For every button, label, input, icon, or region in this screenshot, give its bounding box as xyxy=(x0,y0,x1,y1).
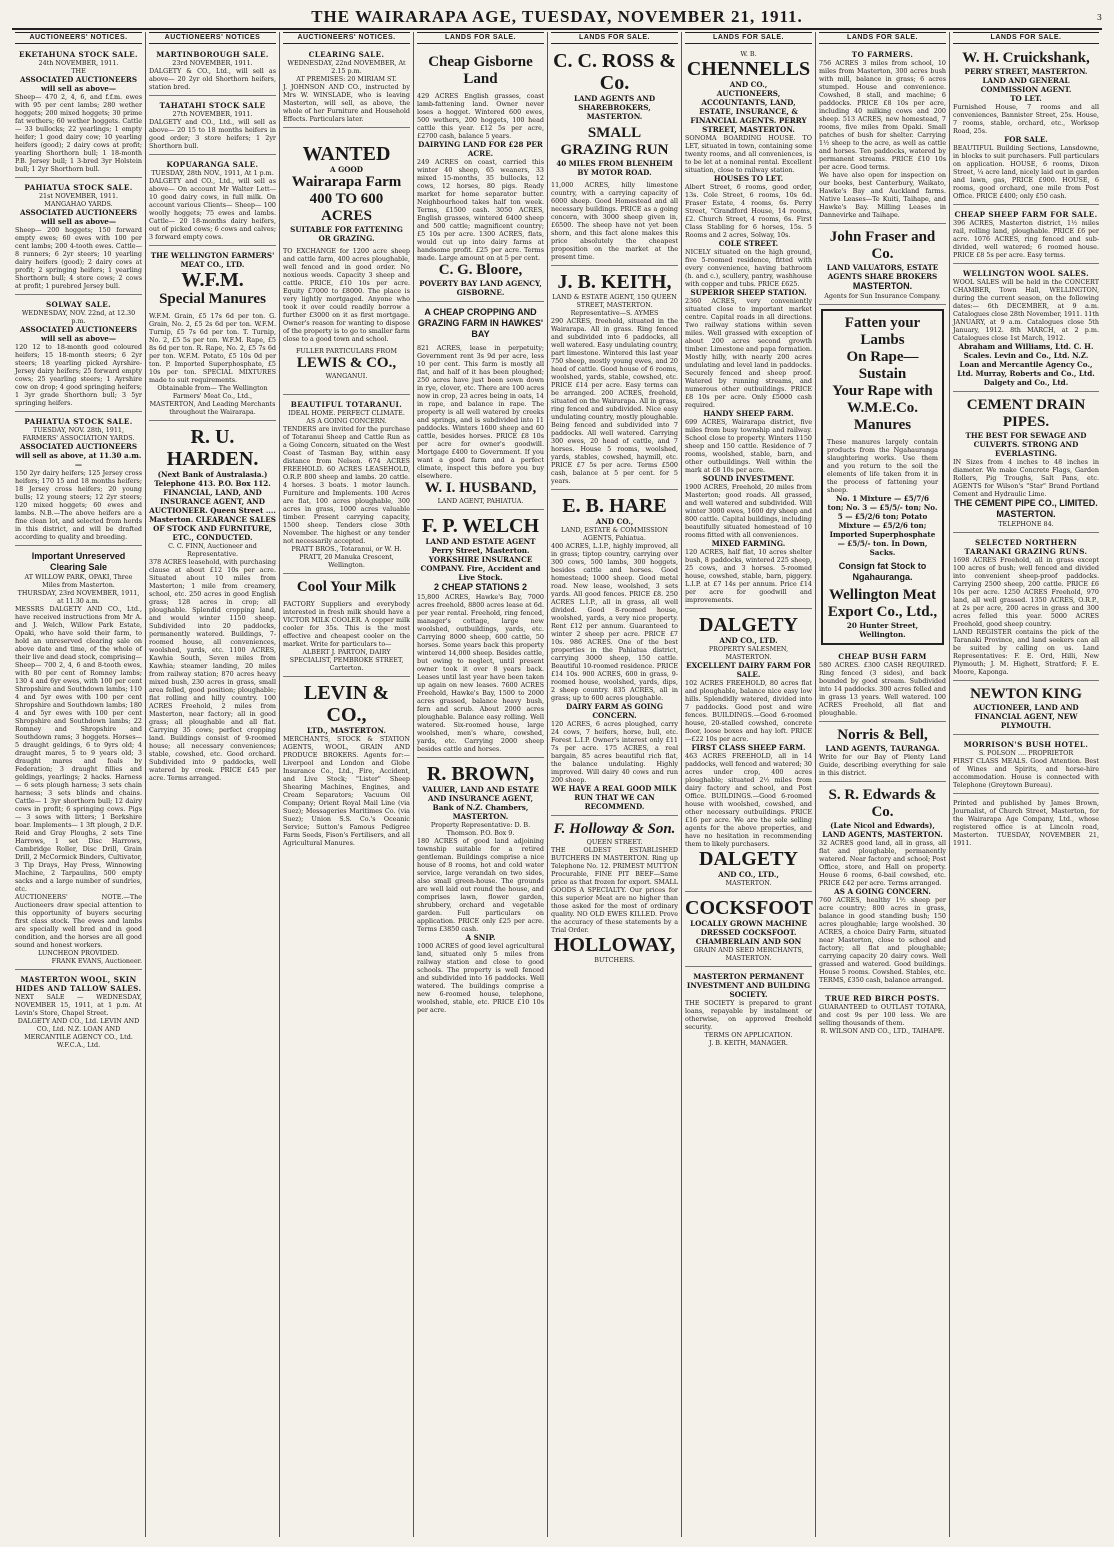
ad-martinborough-sale: MARTINBOROUGH SALE. 23rd NOVEMBER, 1911. DALGETY & CO., Ltd., will sell as above— 20 2yr old Shorthorn heifers, station bred. xyxy=(149,47,276,96)
ad-cheap-gisborne-land: Cheap Gisborne Land 429 ACRES English grasses, coast lamb-fattening land. Owner never loses a hogget. Wintered 600 ewes, 500 wethers, 200 hoggets, 100 head cattle this year. £12 5s per acre, £2700 cash, balance 5 years. DAIRYING LAND FOR £28 PER ACRE. 249 ACRES on coast, carried this winter 40 sheep, 65 weaners, 33 mixed 15-months, 35 bullocks, 12 cows, 12 horses, 80 pigs. Ready market for home separator butter. Neighbourhood takes half ton week. Terms, £1500 cash. 3050 ACRES, English grasses, wintered 6400 sheep and 500 cattle; magnificent country; £5 10s per acre. 1300 ACRES, flats, would cut up into dairy farms at handsome profit. £25 per acre. Terms made. Large amount on at 5 per cent. C. G. Bloore, POVERTY BAY LAND AGENCY, GISBORNE. xyxy=(417,47,544,302)
column-header: AUCTIONEERS' NOTICES. xyxy=(15,32,142,44)
ad-cc-ross: C. C. ROSS & Co. LAND AGENTS AND SHAREBROKERS, MASTERTON. SMALL GRAZING RUN 40 MILES FROM BLENHEIM BY MOTOR ROAD. 11,000 ACRES, hilly limestone country, with a carrying capacity of 6000 sheep. Good Homestead and all necessary buildings. PRICE as a going concern, with 3000 sheep given in, £6500. The sheep have not yet been shorn, and this fact alone makes this price absolutely the cheapest proposition on the market at the present time. xyxy=(551,47,678,266)
ad-tahatahi-stock-sale: TAHATAHI STOCK SALE 27th NOVEMBER, 1911. DALGETY and CO., Ltd., will sell as above— 20 15 to 18 months heifers in good order; 3 store heifers; 1 2yr Shorthorn bull. xyxy=(149,98,276,155)
page-number: 3 xyxy=(1096,12,1102,22)
ad-wfm-special-manures: THE WELLINGTON FARMERS' MEAT CO., LTD. W.F.M. Special Manures W.F.M. Grain, £5 17s 6d per ton. G. Grain, No. 2, £5 2s 6d per ton. W.F.M. Turnip, £5 7s 6d per ton. T. Turnip, No. 2, £5 5s per ton. W.F.M. Rape, £5 8s 6d per ton. R. Rape, No. 2, £5 7s 6d per ton. W.F.M. Potato, £5 10s 0d per ton. P. Imported Superphosphate, £5 10s per ton. SPECIAL MIXTURES made to suit requirements. Obtainable from— The Wellington Farmers' Meat Co., Ltd., MASTERTON, And Leading Merchants throughout the Wairarapa. xyxy=(149,248,276,421)
column-header: LANDS FOR SALE. xyxy=(819,32,946,44)
ad-pahiatua-stock-sale-2: PAHIATUA STOCK SALE. TUESDAY, NOV. 28th, 1911, FARMERS' ASSOCIATION YARDS. ASSOCIATED AUCTIONEERS will sell as above, at 11.30 a.m.— 150 2yr dairy heifers; 125 Jersey cross heifers; 170 15 and 18 months heifers; 18 Jersey cross heifers; 20 young bulls; 12 young steers; 12 2yr steers; 120 mixed hoggets; 60 ewes and lambs. N.B.—The above heifers are a fine clean lot, and selected from herds in this district, and will be drafted according to quality and breeding. xyxy=(15,414,142,546)
ad-beautiful-totaranui: BEAUTIFUL TOTARANUI. IDEAL HOME. PERFECT CLIMATE. AS A GOING CONCERN. TENDERS are invited for the purchase of Totaranui Sheep and Cattle Run as a Going Concern, situated on the West Coast of Tasman Bay, within easy distance from Nelson. 674 ACRES FREEHOLD. 60 ACRES LEASEHOLD, O.R.P. 800 sheep and lambs. 20 cattle. 4 horses. 3 boats. 1 motor launch. Furniture and Implements. 100 Acres are flat, 100 acres ploughable, 300 acres in grass, 1000 acres valuable timber. Present carrying capacity, 1500 sheep. Tenders close 30th November. The highest or any tender not necessarily accepted. PRATT BROS., Totaranui, or W. H. PRATT, 20 Manuka Crescent, Wellington. xyxy=(283,397,410,574)
ad-red-birch-posts: TRUE RED BIRCH POSTS. GUARANTEED to OUTLAST TOTARA, and cost 9s per 100 less. We are selling thousands of them. R. WILSON AND CO., LTD., TAIHAPE. xyxy=(819,994,946,1035)
column-header: AUCTIONEERS' NOTICES. xyxy=(283,32,410,44)
column-4 xyxy=(414,32,548,1537)
ad-cocksfoot: COCKSFOOT LOCALLY GROWN MACHINE DRESSED COCKSFOOT. CHAMBERLAIN AND SON GRAIN AND SEED MERCHANTS, MASTERTON. xyxy=(685,894,812,967)
ad-eketahuna-stock-sale: EKETAHUNA STOCK SALE. 24th NOVEMBER, 1911. THE ASSOCIATED AUCTIONEERS will sell as above— Sheep— 470 2, 4, 6, and f.f.m. ewes with 95 per cent lambs; 280 wether hoggets; 200 mixed hoggets; 30 prime fat wethers; 60 wether hoggets. Cattle— 33 bullocks; 22 yearlings; 1 empty heifer; 1 good dairy cow; 10 yearling heifers (good); 2 dairy cows at profit; yearling Shorthorn bull; 1 18-month P.B. Jersey bull; 1 3-bred 3yr Holstein bull; 1 2yr Shorthorn bull. xyxy=(15,47,142,178)
ad-morrisons-bush-hotel: MORRISON'S BUSH HOTEL. S. POLSON .... PROPRIETOR FIRST CLASS MEALS. Good Attention. Best of Wines and Spirits, and horse-hire accommodation. House is connected with Telephone (Greytown Bureau). xyxy=(953,737,1099,794)
ad-cheap-sheep-farm: CHEAP SHEEP FARM FOR SALE. 396 ACRES, Masterton district, 1½ miles rail, rolling land, ploughable. PRICE £6 per acre. 1076 ACRES, ring fenced and sub-divided, well watered; 6 roomed house. PRICE £8 5s per acre. Easy terms. xyxy=(953,207,1099,264)
ad-levin-and-co: LEVIN & CO., LTD., MASTERTON. MERCHANTS, STOCK & STATION AGENTS, WOOL, GRAIN AND PRODUCE BROKERS. Agents for:—Liverpool and London and Globe Insurance Co., Ltd., Fire, Accident, and Live Stock; "Lister" Sheep Shearing Machines, Engines, and Cream Separators; Vacuum Oil Company; Orient Royal Mail Line (via Suez); Messageries Maritimes Co. (via Suez); Union S.S. Co.'s Oceanic Service; Sutton's Famous Pedigree Farm Seeds, Fison's Fertilisers, and all Agricultural Manures. xyxy=(283,682,410,847)
ad-fp-welch: F. P. WELCH LAND AND ESTATE AGENT Perry Street, Masterton. YORKSHIRE INSURANCE COMPANY. Fire, Accident and Live Stock. 2 CHEAP STATIONS 2 15,800 ACRES, Hawke's Bay, 7000 acres freehold, 8800 acres lease at 6d. per year rental. Freehold, ring fenced, manager's cottage, large new woolshed, outbuildings, yards, etc. Carrying 8000 sheep, 600 cattle, 50 horses. Some years back this property wintered 14,000 sheep. Besides cattle, but owing to neglect, until present owner took it over 8 years back. Leases until last year have been taken up again on new leases. 7600 ACRES Freehold, Hawke's Bay, 1500 to 2000 acres grassed, balance heavy bush, fern and scrub. About 2000 acres ploughable. Balance easy rolling. Well watered. Six-roomed house, large woolshed, men's whare, cowshed, yards, etc. Carrying 2000 sheep besides cattle and horses. xyxy=(417,512,544,758)
column-1 xyxy=(12,32,146,1537)
publisher-imprint: Printed and published by James Brown, Journalist, of Church Street, Masterton, for the Wairarapa Age Company, Ltd., whose registered office is at Lincoln road, Masterton. TUESDAY, NOVEMBER 21, 1911. xyxy=(953,799,1099,847)
column-header: LANDS FOR SALE. xyxy=(685,32,812,44)
column-header: LANDS FOR SALE. xyxy=(551,32,678,44)
masthead-title: THE WAIRARAPA AGE, TUESDAY, NOVEMBER 21, 1911. xyxy=(311,7,803,26)
column-header: LANDS FOR SALE. xyxy=(953,32,1099,44)
ad-clearing-sale-willow-park: Important Unreserved Clearing Sale AT WILLOW PARK, OPAKI, Three Miles from Masterton. THURSDAY, 23rd NOVEMBER, 1911, at 11.30 a.m. MESSRS DALGETY AND CO., Ltd., have received instructions from Mr A. and J. Welch, Willow Park Estate, Opaki, who have sold their farm, to hold an unreserved clearing sale on above date and time, of the whole of their live and dead stock, comprising— Sheep— 700 2, 4, 6 and 8-tooth ewes, with 80 per cent of Romney lambs; 130 4 and 6yr ewes, with 100 per cent Shropshire and Southdown lambs; 110 4 and 5yr ewes with 100 per cent Shropshire and Southdown lambs; 180 4 and 5yr ewes with 100 per cent Shropshire and Southdown lambs; 22 Romney and Shropshire and Southdown rams; 3 hoggets. Horses— 5 draught geldings, 6 to 9yrs old; 4 draught mares, 5 to 9 years old; 3 draught mares and foals by Federation; 3 draught fillies and geldings, yearlings; 2 hacks. Harness— 6 sets plough harness; 3 sets chain harness; 3 sets blinds and chains. Cattle— 1 3yr shorthorn bull; 12 dairy cows in profit; 6 springing cows. Pigs— 3 sows with litters; 1 Berkshire boar. Implements— 1 3ft plough, 2 D.F. Reid and Gray Ploughs, 2 sets Tine Harrows, 1 set Disc Harrows, Cambridge Roller, Disc Drill, Grain Drill, 2 McCormick Binders, Cultivator, 3 Tip Drays, Hay Press, Winnowing Machine, 2 Tarpaulins, 500 empty sacks and a large number of sundries, etc. AUCTIONEERS' NOTE.—The Auctioneers draw special attention to this opportunity of buyers securing first class stock. The ewes and lambs are specially well bred and in good condition, and the horses are all good sound and honest workers. LUNCHEON PROVIDED. FRANK EVANS, Auctioneer. xyxy=(15,548,142,970)
ad-newton-king: NEWTON KING AUCTIONEER, LAND AND FINANCIAL AGENT, NEW PLYMOUTH. xyxy=(953,683,1099,735)
ad-norris-and-bell: Norris & Bell, LAND AGENTS, TAURANGA. Write for our Bay of Plenty Land Guide, describing everything for sale in this district. xyxy=(819,724,946,782)
column-5 xyxy=(548,32,682,1537)
column-header: AUCTIONEERS' NOTICES xyxy=(149,32,276,44)
ad-hawkes-bay-farm: A CHEAP CROPPING AND GRAZING FARM IN HAWKES' BAY 821 ACRES, lease in perpetuity; Government rent 3s 9d per acre, less 10 per cent. This farm is mostly all flat, and half of it has been ploughed; 250 acres have just been sown down in rye, clover, etc. There are 100 acres now in crop, 23 acres being in oats, 14 in rape, and balance in rape. The property is all well watered by creeks and springs, and is subdivided into 11 paddocks. Winters 1600 sheep and 60 cattle, besides horses. PRICE £8 10s per acre for owner's goodwill. Mortgage £400 to Government. If you want a good farm and a perfect climate, inspect this before you buy elsewhere. W. I. HUSBAND, LAND AGENT, PAHIATUA. xyxy=(417,304,544,510)
ad-sr-edwards: S. R. Edwards & Co. (Late Nicol and Edwards), LAND AGENTS, MASTERTON. 32 ACRES good land, all in grass, all flat and ploughable, permanently watered. Near factory and school; Post Office, store, and Hall on property. House 6 rooms, 6-bail cowshed, etc. PRICE £42 per acre. Terms arranged. AS A GOING CONCERN. 760 ACRES, healthy 1½ sheep per acre country; 800 acres in grass, balance in good standing bush; 150 acres ploughable; large woolshed. 30 ACRES, a choice Dairy Farm, situated near Masterton, close to school and factory; all flat and ploughable; carrying capacity 20 dairy cows. Well grassed and watered. Good buildings. House 5 rooms. Cowshed. Stables, etc. TERMS, £350 cash, balance arranged. xyxy=(819,784,946,989)
column-8 xyxy=(950,32,1102,1537)
ad-wb-chennells: W. B. CHENNELLS AND CO., AUCTIONEERS, ACCOUNTANTS, LAND, ESTATE, INSURANCE, & FINANCIAL AGENTS. PERRY STREET, MASTERTON. SONOMA BOARDING HOUSE. TO LET, situated in town, containing some twenty rooms, and all conveniences, is to be let at a nominal rental. Excellent situation, close to railway station. HOUSES TO LET. Albert Street, 6 rooms, good order, 13s. Cole Street, 6 rooms, 10s 6d. Fraser Estate, 4 rooms, 6s. Perry Street, "Grandford House, 14 rooms, £2. Church Street, 4 rooms, 6s. First Class Stabling for 6 horses, 15s. 5 Rooms and 2 acres, Solway, 10s. COLE STREET. NICELY situated on the high ground, five 5-roomed residence, fitted with every convenience, having bathroom (h. and c.), scullery, pantry, washhouse with copper and tubs. PRICE £625. SUPERIOR SHEEP STATION. 2360 ACRES, very conveniently situated close to important market centre. Capital roads in all directions. Two railway stations within seven miles. Well grassed with exception of about 200 acres second growth timber. Limestone and papa formation. Mostly hilly, with nearly 200 acres undulating and level land in paddocks. Securely fenced and sheep proof. Watered by running streams, and numerous other outbuildings. PRICE £8 10s per acre. Only £5000 cash required. HANDY SHEEP FARM. 699 ACRES, Wairarapa district, five miles from busy township and railway. School close to property. Winters 1150 sheep and 150 cattle. Residence of 7 rooms, woolshed, stable, barn, and other outbuildings. Well within the mark at £8 10s per acre. SOUND INVESTMENT. 1900 ACRES, Freehold, 20 miles from Masterton; good roads. All grassed, and well watered and subdivided. Will winter 3000 ewes, 1600 dry sheep and 800 cattle. Capital buildings, including beautifully situated homestead of 10 rooms fitted with all conveniences. MIXED FARMING. 120 ACRES, half flat, 10 acres shelter bush, 8 paddocks, wintered 225 sheep, 25 cows, and 3 horses. 5-roomed house, cowshed, stable, barn, piggery. L.I.P. at £7 14s per annum. Price £14 per acre for goodwill and improvements. xyxy=(685,47,812,609)
ad-wellington-wool-sales: WELLINGTON WOOL SALES. WOOL SALES will be held in the CONCERT CHAMBER, Town Hall, WELLINGTON, during the current season, on the following dates:— 6th DECEMBER, at 9 a.m. Catalogues close 28th November, 1911. 11th JANUARY, at 9 a.m. Catalogues close 5th January, 1912. 8th MARCH, at 2 p.m. Catalogues close 1st March, 1912. Abraham and Williams, Ltd. C. H. Scales. Levin and Co., Ltd. N.Z. Loan and Mercantile Agency Co., Ltd. Murray, Roberts and Co., Ltd. Dalgety and Co., Ltd. xyxy=(953,266,1099,392)
masthead xyxy=(12,6,1102,30)
ad-f-holloway: F. Holloway & Son. QUEEN STREET. THE OLDEST ESTABLISHED BUTCHERS IN MASTERTON. Ring up Telephone No. 12. PRIMEST MUTTON Procurable, FINE PIT BEEF—Same price as that frozen for export. SMALL GOODS A SPECIALTY. Our prices for this superior Meat are no higher than those asked for the most of ordinary quality. NO OLD EWES KILLED. Prove the accuracy of these statements by a Trial Order. HOLLOWAY, BUTCHERS. xyxy=(551,821,678,964)
ad-jb-keith: J. B. KEITH, LAND & ESTATE AGENT, 150 QUEEN STREET, MASTERTON. Representative—S. AYMES 290 ACRES, freehold, situated in the Wairarapa. All in grass. Ring fenced and subdivided into 6 paddocks, all well watered. Easy undulating country, part limestone. Wintered this last year 750 sheep, mostly young ewes, and 20 head of cattle. Good house of 6 rooms, woolshed, yards, stable, cowshed, etc. PRICE £14 per acre. Easy terms can be arranged. 200 ACRES, freehold, situated on the Wairarapa. All in grass, ring fenced and subdivided. Nice easy undulating country, mostly ploughable. Being fenced and subdivided into 7 paddocks. All well watered. Carrying 300 ewes, 20 head of cattle, and 7 horses. House 5 rooms, woolshed, yards, stables, cowshed, haymill, etc. PRICE £7 5s per acre. Terms £500 cash, balance at 5 per cent. for 5 years. xyxy=(551,268,678,490)
ad-dalgety-property: DALGETY AND CO., LTD. PROPERTY SALESMEN, MASTERTON. EXCELLENT DAIRY FARM FOR SALE. 102 ACRES FREEHOLD, 80 acres flat and ploughable, balance nice easy low hills. Splendidly watered, divided into 7 paddocks. Good post and wire fences. BUILDINGS.—Good 6-roomed house, 20-stalled cowshed, concrete floor, loose boxes and hay loft. PRICE—£22 10s per acre. FIRST CLASS SHEEP FARM. 463 ACRES FREEHOLD, all in 14 paddocks, well fenced and watered; 30 acres under crop, 400 acres ploughable; situated 2½ miles from dairy factory and school, and Post Office. BUILDINGS.—Good 6-roomed house with woolshed, cowshed, and other necessary outbuildings. PRICE £16 per acre. We are the sole selling agents for the above properties, and have no hesitation in recommending them to likely purchasers. DALGETY AND CO., LTD., MASTERTON. xyxy=(685,611,812,892)
ad-r-brown: R. BROWN, VALUER, LAND AND ESTATE AND INSURANCE AGENT, Bank of N.Z. Chambers, MASTERTON. Property Representative: D. B. Thomson. P.O. Box 9. 180 ACRES of good land adjoining township suitable for a retired gentleman. Buildings comprise a nice house of 8 rooms, hot and cold water service, large verandah on two sides, also small green-house. The grounds are well laid out round the house, and comprises lawn, flower garden, shrubbery, orchard and vegetable garden. Full particulars on application. PRICE only £25 per acre. Terms £3850 cash. A SNIP. 1000 ACRES of good level agricultural land, situated only 5 miles from railway station and close to good schools. The property is well fenced and subdivided into 16 paddocks. Well watered. The buildings comprise a new 6-roomed house, telephone, woolshed, stable, etc. PRICE £10 10s per acre. xyxy=(417,763,544,1014)
ad-john-fraser: John Fraser and Co. LAND VALUATORS, ESTATE AGENTS SHARE BROKERS MASTERTON. Agents for Sun Insurance Company. xyxy=(819,226,946,305)
ad-taranaki-grazing-runs: SELECTED NORTHERN TARANAKI GRAZING RUNS. 1698 ACRES Freehold, all in grass except 100 acres of bush; well fenced and divided into convenient sheep-proof paddocks. Carrying 2500 sheep, 200 cattle. PRICE £6 10s per acre. 1250 ACRES Freehold, 970 land, all well grassed. 1350 ACRES, O.R.P., at 2s per acre, 200 acres in grass and 300 acres felled this year. 5000 ACRES Freehold, good sheep country. LAND REGISTER contains the pick of the Taranaki Province, and land seekers can all be suited by calling on us. Land Representatives: F. E. Ord, Hilli, New Plymouth; J. M. Highett, Stratford; F. E. Moore, Kaponga. xyxy=(953,535,1099,681)
column-7 xyxy=(816,32,950,1537)
ad-clearing-sale-miriam-st: CLEARING SALE. WEDNESDAY, 22nd NOVEMBER, At 2.15 p.m. AT PREMISES: 20 MIRIAM ST. J. JOHNSON AND CO., instructed by Mrs W. WINSLADE, who is leaving Masterton, will sell, as above, the whole of her Furniture and Household Effects. Particulars later. xyxy=(283,47,410,128)
ad-eb-hare: E. B. HARE AND CO., LAND, ESTATE & COMMISSION AGENTS, Pahiatua. 400 ACRES, L.I.P., highly improved, all in grass; tiptop country, carrying over 300 cows, 500 lambs, 300 hoggets, besides cattle and horses. Good homestead; 1000 sheep. Good metal road. New lease, woolshed, 3 sets yards. All good fences. PRICE £8. 250 ACRES L.I.P., all in grass, all well divided. Good 8-roomed house, woolshed, yards, a very nice property. Rent £12 per annum. Guaranteed to winter 2 sheep per acre. PRICE £7 10s. 986 ACRES. One of the best properties in the Pahiatua district, carrying 3000 sheep, 150 cattle. Beautiful 10-roomed residence. PRICE £14 10s. 900 ACRES, 600 in grass, 9-roomed house, woolshed, yards, dips, 2 sheep country. 835 ACRES, all in grass; up to 600 acres ploughable. DAIRY FARM AS GOING CONCERN. 120 ACRES, 6 acres ploughed, carry 24 cows, 7 heifers, horse, bull, etc. Forest L.I.P. Owner's interest only £11 7s per acre. 175 ACRES, a real bargain, 85 acres beautiful rich flat, the balance undulating. Highly improved. Will dairy 40 cows and run 200 sheep. WE HAVE A REAL GOOD MILK RUN THAT WE CAN RECOMMEND. xyxy=(551,492,678,816)
columns xyxy=(12,32,1102,1537)
column-header: LANDS FOR SALE. xyxy=(417,32,544,44)
ad-kopuaranga-sale: KOPUARANGA SALE. TUESDAY, 28th NOV., 1911, At 1 p.m. DALGETY and CO., Ltd., will sell as above— On account Mr Walter Lett— 10 good dairy cows, in full milk. On account various Clients— Sheep— 100 woolly hoggets; 75 ewes and lambs. Cattle— 20 18-months dairy heifers, out of picked cows; 6 cows and calves; 3 forward empty cows. xyxy=(149,157,276,246)
ad-solway-sale: SOLWAY SALE. WEDNESDAY, NOV. 22nd, at 12.30 p.m. ASSOCIATED AUCTIONEERS will sell as above— 120 12 to 18-month good coloured heifers; 15 18-month steers; 6 2yr steers; 18 yearling picked Ayrshire-Jersey dairy heifers; 25 forward empty cows; 25 yearling steers; 1 Ayrshire cow on drop; 4 good springing heifers; 1 3yr grade Shorthorn bull; 3 5yr springing heifers. xyxy=(15,297,142,412)
column-6 xyxy=(682,32,816,1537)
ad-wellington-meat-export: Fatten your Lambs On Rape—Sustain Your Rape with W.M.E.Co. Manures These manures largely contain products from the Ngahauranga slaughtering works. Use them and you return to the soil the elements of life taken from it in the process of fattening your sheep. No. 1 Mixture — £5/7/6 ton; No. 3 — £5/5/- ton; No. 5 — £5/2/6 ton; Potato Mixture — £5/2/6 ton; Imported Superphosphate — £5/5/- ton. In Down, Sacks. Consign fat Stock to Ngahauranga. Wellington Meat Export Co., Ltd., 20 Hunter Street, Wellington. xyxy=(821,309,944,645)
column-2 xyxy=(146,32,280,1537)
ad-masterton-wool-sales: MASTERTON WOOL, SKIN HIDES AND TALLOW SALES. NEXT SALE — WEDNESDAY, NOVEMBER 15, 1911, at 1 p.m. At Levin's Store, Chapel Street. DALGETY AND CO., Ltd. LEVIN AND CO., Ltd. N.Z. LOAN AND MERCANTILE AGENCY CO., Ltd. W.F.C.A., Ltd. xyxy=(15,975,142,1049)
ad-wh-cruickshank: W. H. Cruickshank, PERRY STREET, MASTERTON. LAND AND GENERAL COMMISSION AGENT. TO LET. Furnished House, 7 rooms and all conveniences, Bannister Street, 25s. House, 7 rooms, stable, orchard, etc., Worksop Road, 25s. FOR SALE. BEAUTIFUL Building Sections, Lansdowne, in blocks to suit purchasers. Full particulars on application. HOUSE, 6 rooms, Dixon Street, ¼ acre land, nicely laid out in garden and lawn, gas, PRICE £900. HOUSE, 6 rooms, good orchard, one mile from Post Office. PRICE £400; only £50 cash. xyxy=(953,47,1099,205)
ad-to-farmers: TO FARMERS. 756 ACRES 3 miles from school, 10 miles from Masterton, 300 acres bush with mill, balance in grass; 6 acres stumped. House and convenience. Cowshed, 8 stall, and machine; 6 paddocks. PRICE £8 10s per acre, including 40 milking cows and 200 sheep. 513 ACRES, new homestead, 7 rooms, five miles from Opaki. Small patches of bush for shelter. Carrying 1½ sheep to the acre, as well as cattle and horses. Ten paddocks, watered by permanent streams. PRICE £10 10s per acre. Good terms. We have also open for inspection on our books, best Canterbury, Waikato, Hawke's Bay and Auckland farms. Native Leases—Te Kuiti, Taihape, and Hawke's Bay. Milling Leases in Dannevirke and Taihape. xyxy=(819,47,946,224)
ad-ru-harden: R. U. HARDEN. (Next Bank of Australasia.) Telephone 413. P.O. Box 112. FINANCIAL, LAND, AND INSURANCE AGENT, AND AUCTIONEER. Queen Street .... Masterton. CLEARANCE SALES OF STOCK AND FURNITURE, ETC., CONDUCTED. C. C. FINN, Auctioneer and Representative. 378 ACRES leasehold, with purchasing clause at about £12 10s per acre. Situated about 10 miles from Masterton; 1 mile from creamery, school, etc. 250 acres in good English grass; 128 acres in crop; all ploughable. Splendid cropping land, and would winter 1150 sheep. Subdivided into 20 paddocks, permanently watered. Buildings, 7-roomed house, all conveniences, woolshed, yards, etc. 1100 ACRES, Kawhia South, Seven miles from Kawhia; steamer landing, 20 miles from railway station; 870 acres heavy mixed bush, 230 acres in grass, small area felled, good position; ploughable; flat rolling and hilly country. 100 ACRES Freehold, 2 miles from Masterton, near factory; all in good grass; all ploughable and all flat. Carrying 35 cows; perfect cropping land. Buildings consist of 9-roomed house; all necessary conveniences; stable, cowshed, etc. Good orchard. Subdivided into 9 paddocks, well watered by creek. PRICE £45 per acre. Terms arranged. xyxy=(149,426,277,782)
ad-cement-drain-pipes: CEMENT DRAIN PIPES. THE BEST FOR SEWAGE AND CULVERTS. STRONG AND EVERLASTING. IN Sizes from 4 inches to 48 inches in diameter. We make Concrete Flags, Garden Rollers, Pig Troughs, Salt Pans, etc. AGENTS for Wilson's "Star" Brand Portland Cement and Hydraulic Lime. THE CEMENT PIPE CO., LIMITED. MASTERTON. TELEPHONE 84. xyxy=(953,394,1099,533)
ad-building-society: MASTERTON PERMANENT INVESTMENT AND BUILDING SOCIETY. THE SOCIETY is prepared to grant loans, repayable by instalment or otherwise, on approved freehold security. TERMS ON APPLICATION. J. B. KEITH, MANAGER. xyxy=(685,972,812,1047)
column-3 xyxy=(280,32,414,1537)
ad-wanted-wairarapa-farm: WANTED A GOOD Wairarapa Farm 400 TO 600 ACRES SUITABLE FOR FATTENING OR GRAZING. TO EXCHANGE for 1200 acre sheep and cattle farm, 400 acres ploughable, well fenced and in good order. No noxious weeds. Capacity 3 sheep and cattle. PRICE, £10 10s per acre. Equity £7000 to £8000. The place is very lightly mortgaged. Anyone who took it over could readily borrow a further £3000 on it as first mortgage. Owner's reason for wanting to dispose of the property is to go to smaller farm close to a good town and school. FULLER PARTICULARS FROM LEWIS & CO., WANGANUI. xyxy=(283,130,410,395)
ad-cheap-bush-farm: CHEAP BUSH FARM 580 ACRES. £300 CASH REQUIRED. Ring fenced (3 sides), and back bounded by good stream. Subdivided into 14 paddocks. 300 acres felled and in grass 13 years. Well watered. 100 ACRES Freehold, all flat and ploughable. xyxy=(819,649,946,722)
ad-cool-your-milk: Cool Your Milk FACTORY Suppliers and everybody interested in fresh milk should have a VICTOR MILK COOLER. A copper milk cooler for 35s. This is the most effective and cheapest cooler on the market. Write for particulars to— ALBERT J. PARTON, DAIRY SPECIALIST, PEMBROKE STREET, Carterton. xyxy=(283,576,410,677)
ad-pahiatua-stock-sale: PAHIATUA STOCK SALE. 21st NOVEMBER, 1911. MANGAHAO YARDS. ASSOCIATED AUCTIONEERS will sell as above— Sheep— 200 hoggets; 150 forward empty ewes; 60 ewes with 100 per cent lambs; 200 4-tooth ewes. Cattle— 8 runners; 6 2yr steers; 10 yearling dairy heifers (good); 2 dairy cows at profit; 2 springing heifers; 1 yearling Shorthorn bull; 4 store cows; 2 cows at profit; 1 purebred Jersey bull. xyxy=(15,180,142,295)
